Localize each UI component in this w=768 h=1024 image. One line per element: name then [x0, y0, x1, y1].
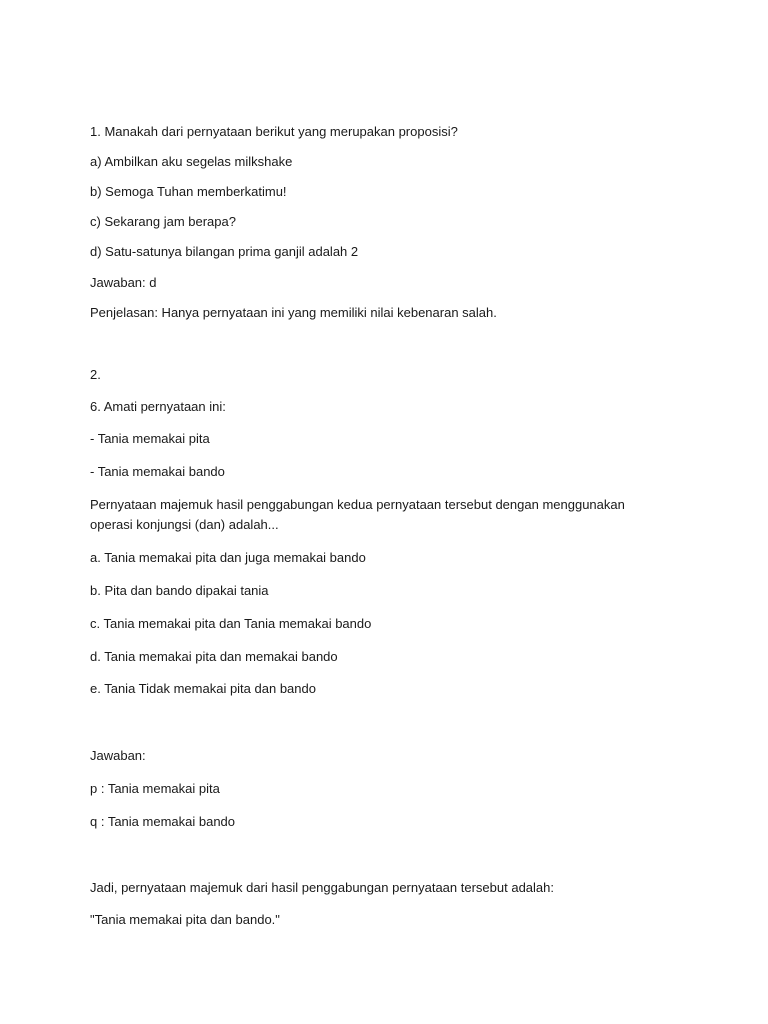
q2-prompt: 6. Amati pernyataan ini:: [90, 399, 226, 414]
q1-option-d: d) Satu-satunya bilangan prima ganjil adalah 2: [90, 244, 359, 259]
q1-option-a: a) Ambilkan aku segelas milkshake: [90, 154, 293, 169]
q2-statement-1: - Tania memakai pita: [90, 431, 210, 446]
q1-option-b: b) Semoga Tuhan memberkatimu!: [90, 184, 287, 199]
q2-p-statement: p : Tania memakai pita: [90, 781, 220, 796]
q2-option-e: e. Tania Tidak memakai pita dan bando: [90, 681, 316, 696]
q2-conclusion: Jadi, pernyataan majemuk dari hasil penggabungan pernyataan tersebut adalah:: [90, 880, 554, 895]
q2-number: 2.: [90, 367, 101, 382]
q2-option-d: d. Tania memakai pita dan memakai bando: [90, 649, 338, 664]
q2-option-b: b. Pita dan bando dipakai tania: [90, 583, 269, 598]
q1-question: 1. Manakah dari pernyataan berikut yang merupakan proposisi?: [90, 124, 458, 139]
q2-question: Pernyataan majemuk hasil penggabungan kedua pernyataan tersebut dengan menggunakan operasi konjungsi (dan) adalah...: [90, 497, 625, 532]
q2-option-c: c. Tania memakai pita dan Tania memakai bando: [90, 616, 372, 631]
q2-option-a: a. Tania memakai pita dan juga memakai bando: [90, 550, 366, 565]
q2-q-statement: q : Tania memakai bando: [90, 814, 236, 829]
q2-final-answer: "Tania memakai pita dan bando.": [90, 912, 280, 927]
q2-statement-2: - Tania memakai bando: [90, 464, 225, 479]
q2-answer-label: Jawaban:: [90, 748, 146, 763]
q1-explanation: Penjelasan: Hanya pernyataan ini yang memiliki nilai kebenaran salah.: [90, 305, 497, 320]
q1-option-c: c) Sekarang jam berapa?: [90, 214, 236, 229]
q1-answer: Jawaban: d: [90, 275, 157, 290]
